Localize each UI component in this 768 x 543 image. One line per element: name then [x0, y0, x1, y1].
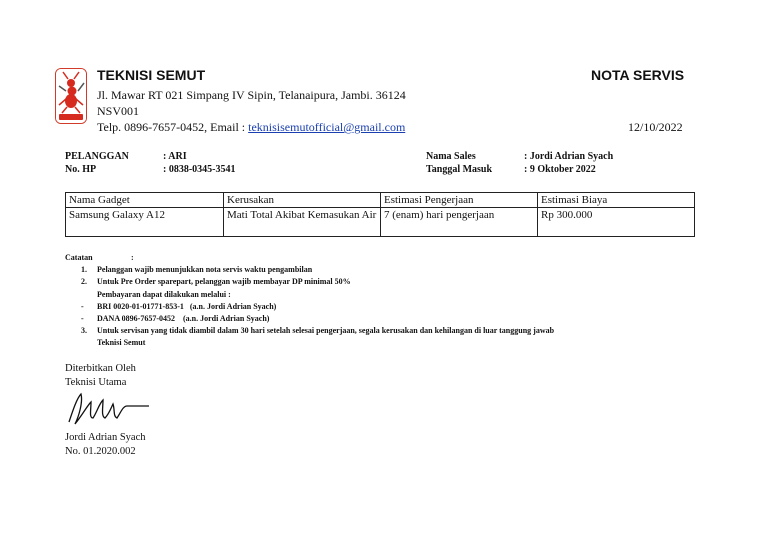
- cell-gadget: Samsung Galaxy A12: [66, 208, 224, 237]
- notes-colon: :: [131, 253, 134, 262]
- cell-cost: Rp 300.000: [538, 208, 695, 237]
- handwritten-signature: [65, 388, 155, 432]
- header-gadget: Nama Gadget: [66, 193, 224, 208]
- date-in-value: : 9 Oktober 2022: [524, 164, 596, 175]
- header-duration: Estimasi Pengerjaan: [381, 193, 538, 208]
- header-cost: Estimasi Biaya: [538, 193, 695, 208]
- note-item: [65, 276, 554, 288]
- note-text-continued: Teknisi Semut: [97, 338, 146, 348]
- document-title: NOTA SERVIS: [591, 67, 685, 83]
- nota-date: 12/10/2022: [628, 120, 683, 134]
- customer-phone-label: No. HP: [65, 164, 97, 175]
- note-number: 2.: [81, 277, 87, 287]
- payment-dash: -: [81, 314, 84, 324]
- note-text: Pelanggan wajib menunjukkan nota servis waktu pengambilan: [97, 265, 313, 275]
- date-in-label: Tanggal Masuk: [426, 164, 493, 175]
- contact-line: [97, 120, 405, 135]
- notes-title: Catatan: [65, 253, 93, 262]
- signer-name: Jordi Adrian Syach: [65, 432, 146, 443]
- ant-logo-icon: [56, 69, 86, 123]
- note-item: [65, 325, 554, 337]
- table-header-row: [66, 193, 695, 208]
- email-link[interactable]: teknisisemutofficial@gmail.com: [248, 120, 406, 134]
- sales-label: Nama Sales: [426, 151, 476, 162]
- table-row: [66, 208, 695, 237]
- payment-dash: -: [81, 301, 84, 311]
- customer-name-label: PELANGGAN: [65, 151, 129, 162]
- header-damage: Kerusakan: [224, 193, 381, 208]
- service-table: [65, 192, 695, 237]
- customer-name-value: : ARI: [163, 151, 187, 162]
- payment-intro: Pembayaran dapat dilakukan melalui :: [97, 289, 231, 299]
- sales-value: : Jordi Adrian Syach: [524, 151, 614, 162]
- note-text: Untuk servisan yang tidak diambil dalam 30 hari setelah selesai pengerjaan, segala kerusakan dan kehilangan di luar tanggung jawab: [97, 326, 555, 336]
- note-text: Untuk Pre Order sparepart, pelanggan wajib membayar DP minimal 50%: [97, 277, 351, 287]
- phone-text: Telp. 0896-7657-0452, Email :: [97, 120, 249, 134]
- note-number: 1.: [81, 265, 87, 275]
- note-item: [65, 264, 554, 276]
- company-address: Jl. Mawar RT 021 Simpang IV Sipin, Telanaipura, Jambi. 36124: [97, 88, 406, 102]
- payment-account: BRI 0020-01-01771-853-1: [97, 301, 184, 311]
- nota-number: NSV001: [97, 104, 140, 118]
- company-logo: [55, 68, 87, 124]
- signer-number: No. 01.2020.002: [65, 446, 136, 457]
- notes-section: [65, 252, 554, 350]
- payment-item: [65, 313, 554, 325]
- payment-holder: (a.n. Jordi Adrian Syach): [183, 314, 270, 324]
- customer-phone-value: : 0838-0345-3541: [163, 164, 236, 175]
- issued-by-label: Diterbitkan Oleh: [65, 363, 136, 374]
- note-number: 3.: [81, 326, 87, 336]
- payment-account: DANA 0896-7657-0452: [97, 314, 175, 324]
- company-name: TEKNISI SEMUT: [97, 67, 206, 83]
- cell-damage: Mati Total Akibat Kemasukan Air: [224, 208, 381, 237]
- issuer-role: Teknisi Utama: [65, 377, 127, 388]
- cell-duration: 7 (enam) hari pengerjaan: [381, 208, 538, 237]
- notes-title-row: [65, 252, 554, 264]
- payment-item: [65, 301, 554, 313]
- payment-holder: (a.n. Jordi Adrian Syach): [189, 301, 277, 311]
